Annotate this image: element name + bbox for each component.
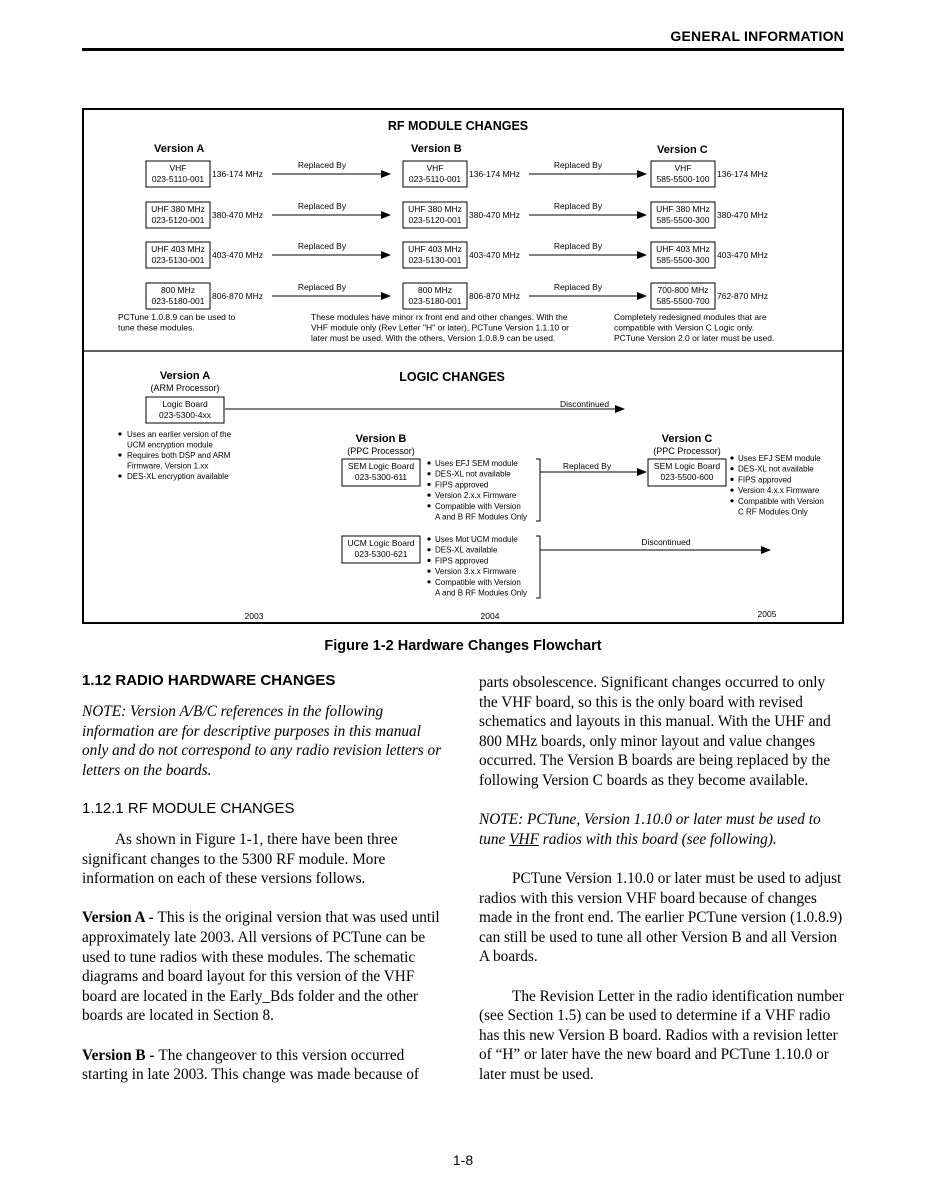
rf-freq-b: 403-470 MHz xyxy=(469,250,521,260)
bullet xyxy=(730,456,733,459)
left-column xyxy=(82,672,444,1104)
logic-a-bullet: Uses an earlier version of the xyxy=(127,430,232,439)
rf-note-b: These modules have minor rx front end and other changes. With the xyxy=(311,312,568,322)
logic-b2-bullet: A and B RF Modules Only xyxy=(435,588,528,598)
version-a-label: Version A - xyxy=(82,909,158,927)
logic-version-b-proc: (PPC Processor) xyxy=(347,446,415,456)
bullet xyxy=(427,548,430,551)
rf-box-c-text: UHF 403 MHz xyxy=(656,244,710,254)
figure-caption: Figure 1-2 Hardware Changes Flowchart xyxy=(324,638,602,654)
rf-replaced-by: Replaced By xyxy=(297,241,347,251)
rf-box-b-text: 023-5120-001 xyxy=(408,215,462,225)
rf-freq-b: 380-470 MHz xyxy=(469,210,521,220)
bullet xyxy=(118,453,121,456)
logic-b-bullet: Uses EFJ SEM module xyxy=(435,459,518,468)
rf-box-c-text: 700-800 MHz xyxy=(657,285,709,295)
rf-note-c: compatible with Version C Logic only. xyxy=(614,322,755,333)
logic-version-a-proc: (ARM Processor) xyxy=(150,383,220,393)
rf-version-a: Version A xyxy=(154,143,205,155)
bullet xyxy=(118,474,121,477)
pctune-paragraph: PCTune Version 1.10.0 or later must be used to adjust radios with this version VHF board because of changes made in the front end. The earlier PCTune version (1.0.8.9) can still be used to tune all other Version B and all Version A boards. xyxy=(479,869,843,966)
rf-freq-a: 380-470 MHz xyxy=(212,210,264,220)
rf-box-b-text: VHF xyxy=(426,163,444,173)
rf-box-a-text: VHF xyxy=(169,163,187,173)
logic-c-bullet: C RF Modules Only xyxy=(738,507,808,517)
bullet xyxy=(730,489,733,492)
logic-version-c-proc: (PPC Processor) xyxy=(653,446,721,456)
rf-box-a-text: 023-5120-001 xyxy=(151,215,205,225)
bullet xyxy=(427,570,430,573)
logic-a-bullet: UCM encryption module xyxy=(127,440,213,450)
rf-replaced-by: Replaced By xyxy=(297,282,347,292)
bullet xyxy=(730,499,733,502)
year-label: 2003 xyxy=(244,611,264,621)
logic-c-bullet: Uses EFJ SEM module xyxy=(738,454,821,463)
continued-paragraph: parts obsolescence. Significant changes occurred to only the VHF board, so this is the only board with revised schematics and layouts in this manual. With the UHF and 800 MHz boards, only minor layout and value changes occurred. The Version B boards are being replaced by the following Version C boards as they become available. xyxy=(479,674,831,789)
logic-c-bullet: Version 4.x.x Firmware xyxy=(738,486,820,496)
logic-box-c-text: 023-5500-600 xyxy=(660,472,714,482)
rf-freq-b: 136-174 MHz xyxy=(469,169,521,179)
rf-replaced-by: Replaced By xyxy=(553,282,603,292)
version-a-paragraph xyxy=(82,908,444,1026)
rf-box-a-text: 023-5180-001 xyxy=(151,296,205,306)
section-heading: 1.12 RADIO HARDWARE CHANGES xyxy=(82,672,336,689)
rf-title: RF MODULE CHANGES xyxy=(387,119,529,133)
rf-box-b-text: UHF 403 MHz xyxy=(408,244,462,254)
logic-version-a: Version A xyxy=(159,370,211,382)
logic-b-bullet: A and B RF Modules Only xyxy=(435,512,528,522)
logic-c-bullet: Compatible with Version xyxy=(738,496,824,506)
bullet xyxy=(427,559,430,562)
bracket xyxy=(536,536,540,598)
rf-freq-c: 380-470 MHz xyxy=(717,210,769,220)
rf-note-a: tune these modules. xyxy=(118,322,195,333)
logic-version-c: Version C xyxy=(661,433,713,445)
header-rule xyxy=(82,48,844,51)
logic-version-b: Version B xyxy=(355,433,407,445)
bracket xyxy=(536,459,540,521)
rf-note-c: Completely redesigned modules that are xyxy=(614,312,767,322)
rf-freq-a: 403-470 MHz xyxy=(212,250,264,260)
pctune-note xyxy=(479,810,844,849)
subsection-heading: 1.12.1 RF MODULE CHANGES xyxy=(82,799,295,817)
pctune-note-text-end: radios with this board (see following). xyxy=(538,830,777,848)
version-b-text: The changeover to this version occurred starting in late 2003. This change was made because of xyxy=(82,1046,419,1084)
logic-b-bullet: Version 2.x.x Firmware xyxy=(435,491,517,501)
rf-box-b-text: 023-5130-001 xyxy=(408,255,462,265)
rf-freq-a: 136-174 MHz xyxy=(212,169,264,179)
logic-box-a-text: Logic Board xyxy=(162,399,208,409)
logic-a-bullet: Firmware, Version 1.xx xyxy=(127,461,209,471)
logic-box-a-text: 023-5300-4xx xyxy=(159,410,211,420)
logic-discontinued-label: Discontinued xyxy=(560,399,610,409)
bullet xyxy=(427,537,430,540)
logic-b2-bullet: Uses Mot UCM module xyxy=(435,535,518,544)
flowchart-svg xyxy=(84,110,842,622)
rf-box-c-text: 585-5500-700 xyxy=(656,296,710,306)
pctune-note-text: NOTE: PCTune, Version 1.10.0 or later must be used to tune xyxy=(479,811,821,848)
bullet xyxy=(427,472,430,475)
year-label: 2004 xyxy=(480,611,500,621)
logic-a-bullet: Requires both DSP and ARM xyxy=(127,451,231,460)
bullet xyxy=(427,494,430,497)
rf-box-b-text: UHF 380 MHz xyxy=(408,204,462,214)
bullet xyxy=(730,467,733,470)
rf-note-c: PCTune Version 2.0 or later must be used. xyxy=(614,333,775,343)
page-header-title: GENERAL INFORMATION xyxy=(670,28,844,44)
rf-box-c-text: 585-5500-100 xyxy=(656,174,710,184)
right-column xyxy=(479,673,844,1104)
logic-box-b-ucm-text: 023-5300-621 xyxy=(354,549,408,559)
rf-note-b: later must be used. With the others, Version 1.0.8.9 can be used. xyxy=(311,333,556,343)
rf-replaced-by: Replaced By xyxy=(553,241,603,251)
rf-replaced-by: Replaced By xyxy=(553,201,603,211)
rf-freq-c: 403-470 MHz xyxy=(717,250,769,260)
rf-box-b-text: 800 MHz xyxy=(417,285,453,295)
intro-paragraph: As shown in Figure 1-1, there have been three significant changes to the 5300 RF module. More information on each of these versions follows. xyxy=(82,830,398,888)
bullet xyxy=(427,504,430,507)
version-note: NOTE: Version A/B/C references in the following information are for descriptive purposes in this manual only and do not correspond to any radio revision letters or letters on the boards. xyxy=(82,703,442,779)
logic-b-bullet: DES-XL not available xyxy=(435,469,511,479)
rf-replaced-by: Replaced By xyxy=(297,160,347,170)
rf-note-b: VHF module only (Rev Letter "H" or later), PCTune Version 1.1.10 or xyxy=(311,322,569,333)
hardware-changes-flowchart xyxy=(82,108,844,624)
logic-b2-bullet: Compatible with Version xyxy=(435,577,521,587)
logic-box-c-text: SEM Logic Board xyxy=(653,461,721,471)
rf-box-a-text: 023-5130-001 xyxy=(151,255,205,265)
bullet xyxy=(427,580,430,583)
rf-box-a-text: 800 MHz xyxy=(160,285,196,295)
page-number: 1-8 xyxy=(452,1152,474,1168)
logic-a-bullet: DES-XL encryption available xyxy=(127,472,229,481)
logic-b2-bullet: Version 3.x.x Firmware xyxy=(435,567,517,577)
bullet xyxy=(427,483,430,486)
logic-b-bullet: Compatible with Version xyxy=(435,501,521,511)
logic-title: LOGIC CHANGES xyxy=(399,370,505,384)
rf-box-c-text: VHF xyxy=(674,163,692,173)
year-label: 2005 xyxy=(757,609,777,619)
rf-version-b: Version B xyxy=(411,143,462,155)
logic-b2-bullet: DES-XL available xyxy=(435,545,498,555)
pctune-note-vhf: VHF xyxy=(509,830,539,848)
rf-box-b-text: 023-5110-001 xyxy=(408,174,462,184)
rf-box-a-text: UHF 380 MHz xyxy=(151,204,205,214)
logic-box-b-sem-text: 023-5300-611 xyxy=(354,472,408,482)
logic-c-bullet: DES-XL not available xyxy=(738,464,814,474)
rf-box-c-text: 585-5500-300 xyxy=(656,255,710,265)
version-b-paragraph xyxy=(82,1046,444,1085)
rf-note-a: PCTune 1.0.8.9 can be used to xyxy=(118,312,236,322)
logic-replaced-by: Replaced By xyxy=(562,461,612,471)
rf-freq-c: 136-174 MHz xyxy=(717,169,769,179)
rf-box-a-text: 023-5110-001 xyxy=(151,174,205,184)
logic-box-b-ucm-text: UCM Logic Board xyxy=(347,538,415,548)
logic-b-bullet: FIPS approved xyxy=(435,480,489,490)
logic-box-b-sem-text: SEM Logic Board xyxy=(347,461,415,471)
bullet xyxy=(118,432,121,435)
logic-discontinued2-label: Discontinued xyxy=(641,537,691,547)
rf-freq-c: 762-870 MHz xyxy=(717,291,769,301)
rf-box-a-text: UHF 403 MHz xyxy=(151,244,205,254)
bullet xyxy=(730,478,733,481)
logic-b2-bullet: FIPS approved xyxy=(435,556,489,566)
rf-freq-b: 806-870 MHz xyxy=(469,291,521,301)
rf-replaced-by: Replaced By xyxy=(297,201,347,211)
rf-box-b-text: 023-5180-001 xyxy=(408,296,462,306)
version-b-label: Version B - xyxy=(82,1046,159,1064)
rf-freq-a: 806-870 MHz xyxy=(212,291,264,301)
logic-c-bullet: FIPS approved xyxy=(738,475,792,485)
bullet xyxy=(427,461,430,464)
rf-box-c-text: 585-5500-300 xyxy=(656,215,710,225)
rf-box-c-text: UHF 380 MHz xyxy=(656,204,710,214)
rf-version-c: Version C xyxy=(657,144,708,156)
version-a-text: This is the original version that was used until approximately late 2003. All versions of PCTune can be used to tune radios with these modules. The schematic diagrams and board layout for this version of the VHF board are located in the Early_Bds folder and the other boards are located in Section 8. xyxy=(82,909,440,1025)
rf-replaced-by: Replaced By xyxy=(553,160,603,170)
revision-letter-paragraph: The Revision Letter in the radio identification number (see Section 1.5) can be used to determine if a VHF radio has this new Version B board. Radios with a revision letter of “H” or later have the new board and PCTune 1.10.0 or later must be used. xyxy=(479,987,844,1083)
